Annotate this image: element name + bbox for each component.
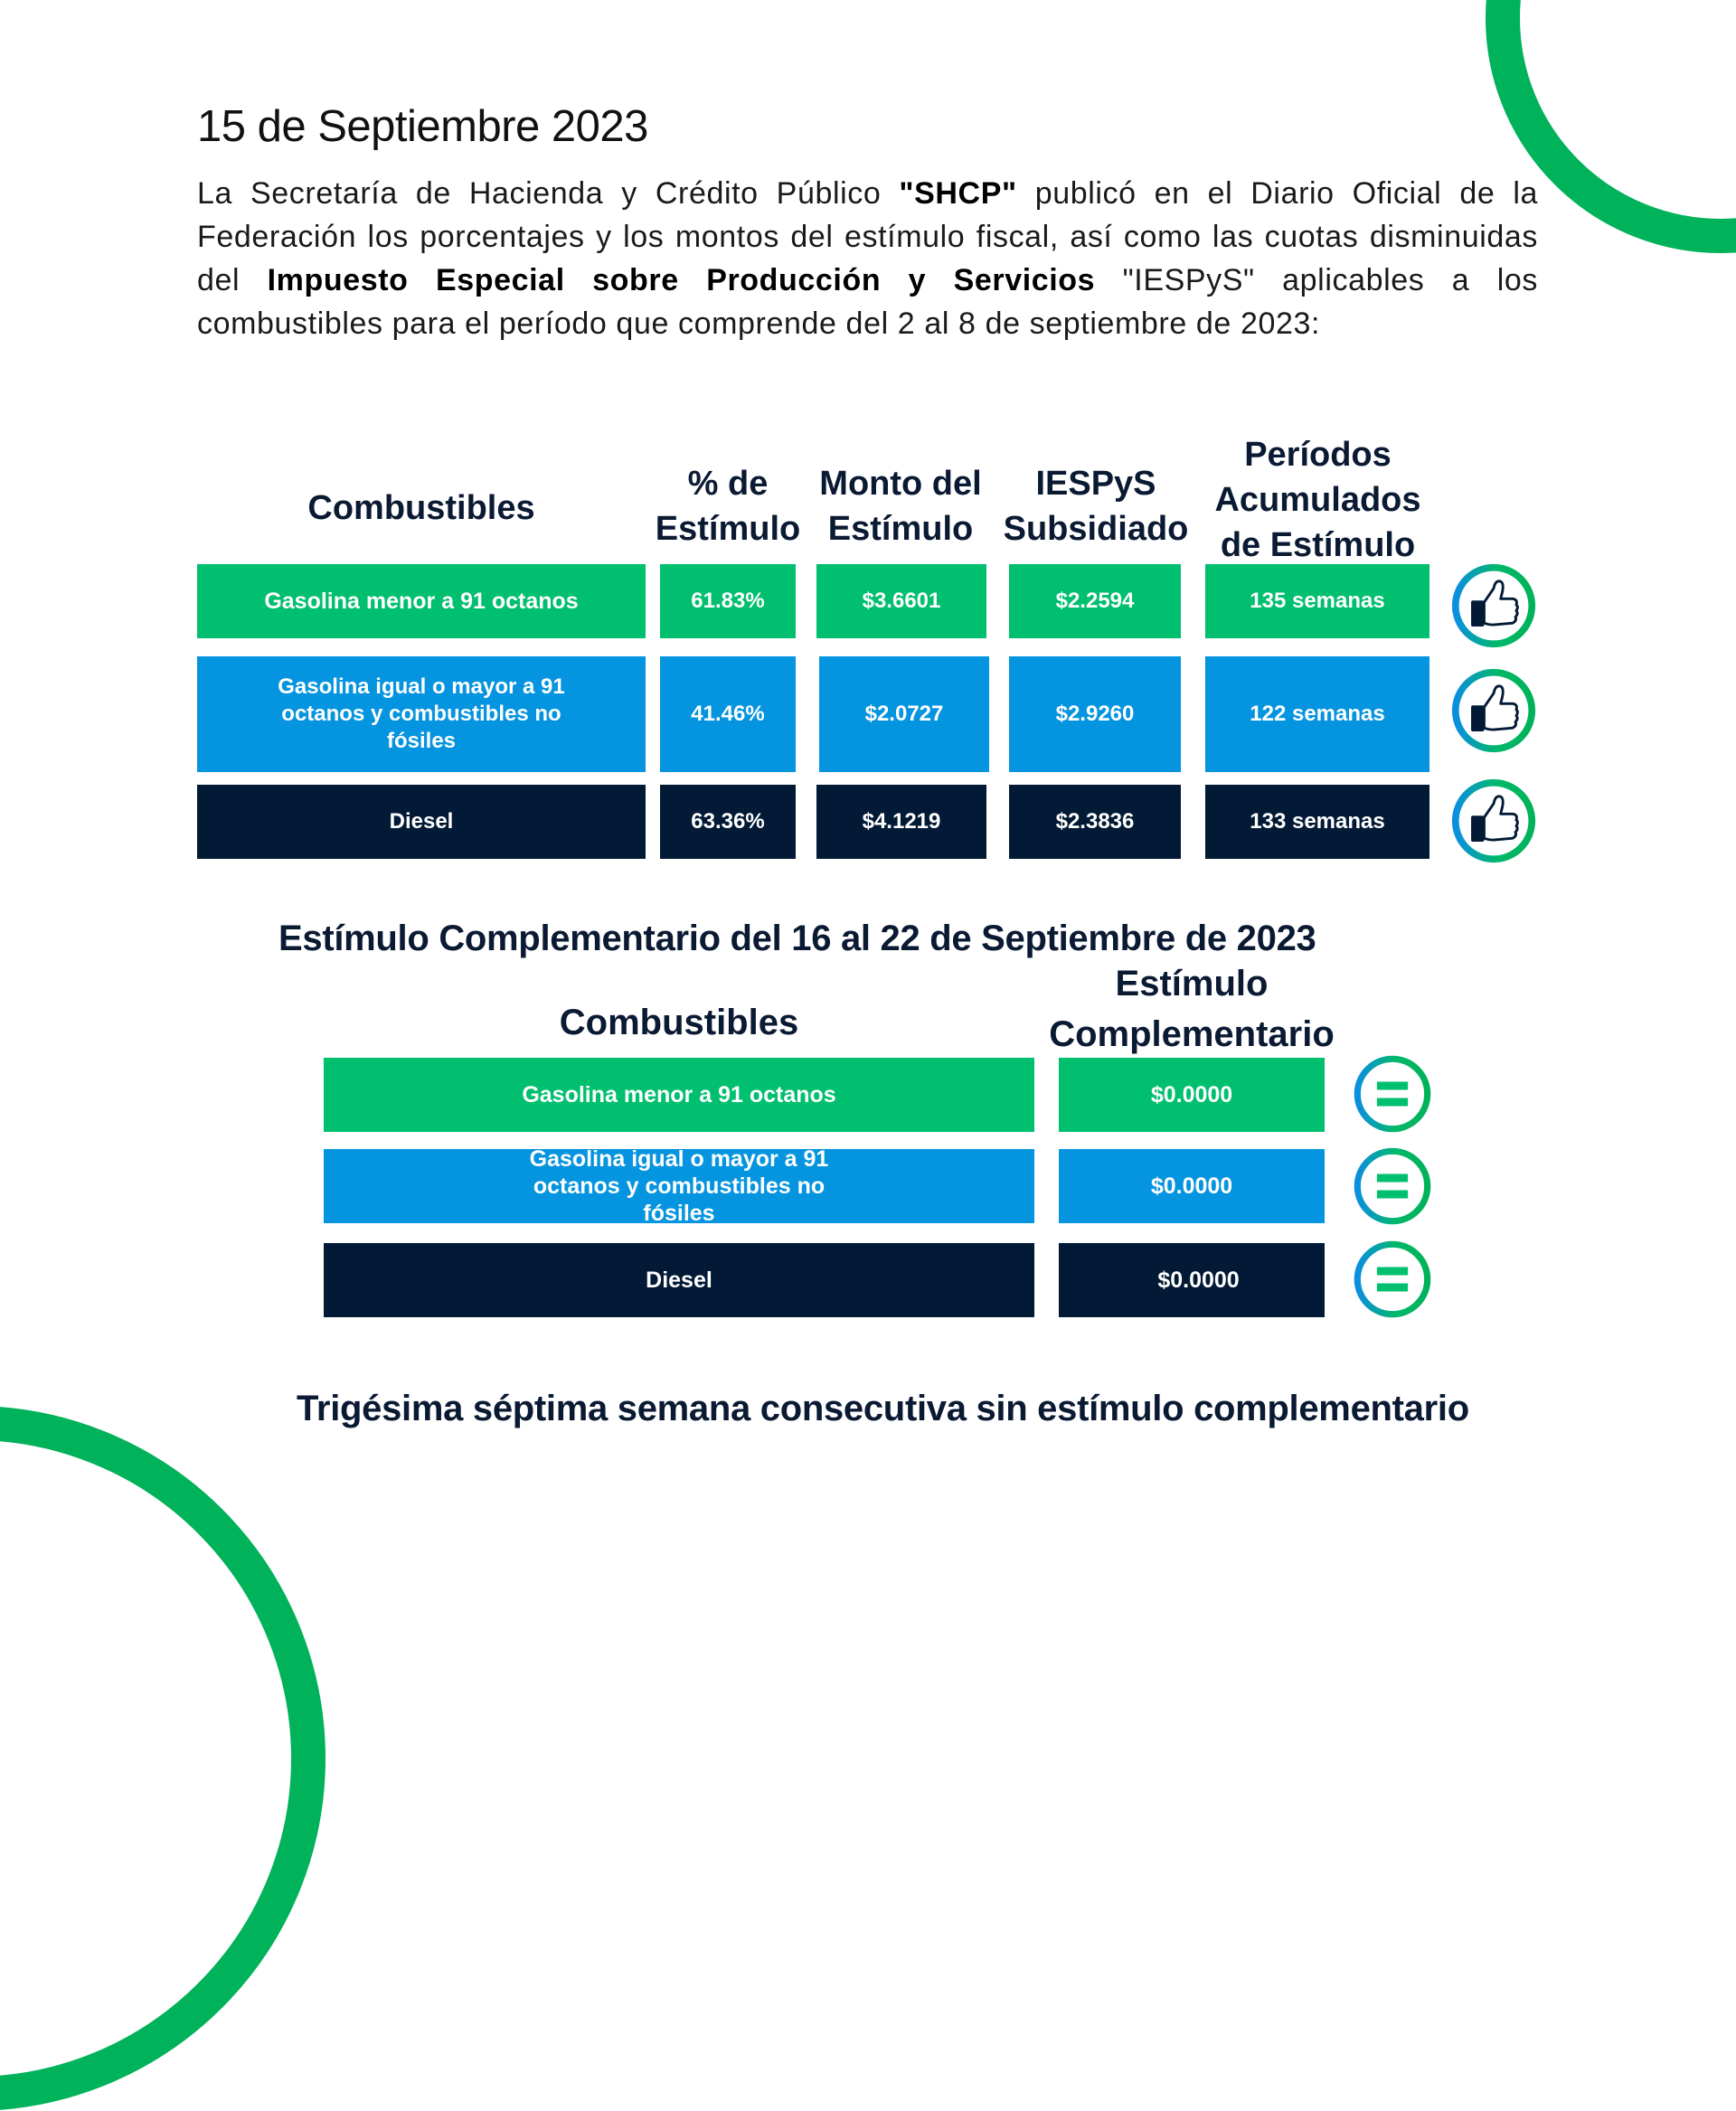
intro-text-1: La Secretaría de Hacienda y Crédito Público — [197, 176, 900, 211]
section2-title: Estímulo Complementario del 16 al 22 de Septiembre de 2023 — [278, 919, 1316, 958]
intro-bold-shcp: "SHCP" — [899, 176, 1017, 211]
row2-fuel: Gasolina igual o mayor a 91 octanos y combustibles no fósiles — [197, 656, 646, 772]
equals-icon — [1352, 1145, 1433, 1227]
row2-pct: 41.46% — [660, 656, 796, 772]
row3-pct: 63.36% — [660, 785, 796, 859]
thumbs-up-icon — [1450, 562, 1537, 649]
s2-row1-value: $0.0000 — [1059, 1058, 1325, 1132]
header-pct-estimulo: % de Estímulo — [655, 465, 801, 548]
header-iespys-subsidiado: IESPyS Subsidiado — [1003, 465, 1189, 548]
row2-iespys: $2.9260 — [1009, 656, 1181, 772]
intro-text-2: publicó en el Diario Oficial de la Federación los porcentajes y los montos del estímulo fiscal, así como las cuotas disminuidas del — [197, 176, 1538, 297]
s2-row3-value: $0.0000 — [1059, 1243, 1325, 1317]
row1-fuel: Gasolina menor a 91 octanos — [197, 564, 646, 638]
thumbs-up-icon — [1450, 777, 1537, 864]
date-title: 15 de Septiembre 2023 — [197, 102, 648, 151]
equals-icon — [1352, 1239, 1433, 1320]
intro-text-3: "IESPyS" aplicables a los combustibles para el período que comprende del 2 al 8 de septiembre de 2023: — [197, 263, 1539, 341]
row1-iespys: $2.2594 — [1009, 564, 1181, 638]
row3-periodos: 133 semanas — [1205, 785, 1429, 859]
equals-icon — [1352, 1053, 1433, 1135]
header-periodos: Períodos Acumulados de Estímulo — [1214, 436, 1421, 564]
row3-fuel: Diesel — [197, 785, 646, 859]
s2-row1-fuel: Gasolina menor a 91 octanos — [324, 1058, 1034, 1132]
header-monto-estimulo: Monto del Estímulo — [819, 465, 982, 548]
row1-monto: $3.6601 — [816, 564, 986, 638]
row1-pct: 61.83% — [660, 564, 796, 638]
header-combustibles: Combustibles — [307, 489, 535, 527]
thumbs-up-icon — [1450, 667, 1537, 754]
row2-periodos: 122 semanas — [1205, 656, 1429, 772]
row1-periodos: 135 semanas — [1205, 564, 1429, 638]
s2-row2-fuel: Gasolina igual o mayor a 91 octanos y combustibles no fósiles — [324, 1149, 1034, 1223]
footer-note: Trigésima séptima semana consecutiva sin estímulo complementario — [297, 1389, 1469, 1428]
row3-monto: $4.1219 — [816, 785, 986, 859]
section2-header-estimulo: Estímulo Complementario — [1049, 964, 1335, 1054]
intro-bold-ieps: Impuesto Especial sobre Producción y Servicios — [267, 263, 1096, 297]
s2-row3-fuel: Diesel — [324, 1243, 1034, 1317]
row3-iespys: $2.3836 — [1009, 785, 1181, 859]
row2-monto: $2.0727 — [819, 656, 989, 772]
intro-paragraph — [197, 172, 1538, 345]
decorative-ring-bottom-left — [0, 1406, 326, 2111]
s2-row2-value: $0.0000 — [1059, 1149, 1325, 1223]
section2-header-combustibles: Combustibles — [559, 1003, 799, 1042]
